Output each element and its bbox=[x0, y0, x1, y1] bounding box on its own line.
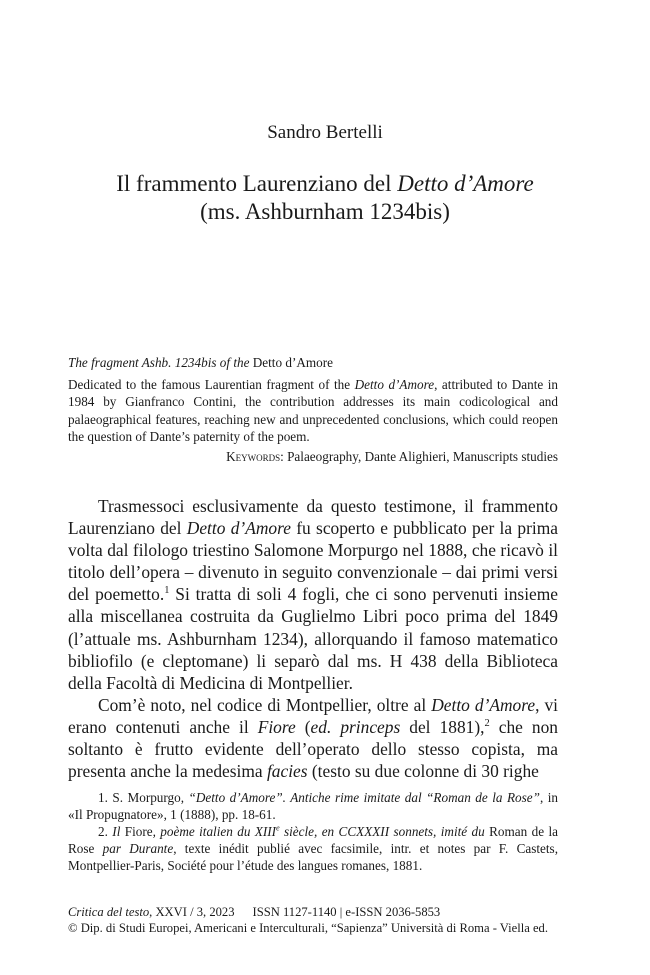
keywords-list: : Palaeography, Dante Alighieri, Manuscripts studies bbox=[280, 448, 558, 464]
fn2-roman-2: Roman de la Rose bbox=[68, 824, 558, 856]
footer-line-1 bbox=[68, 904, 568, 920]
p2-text-b: , vi erano contenuti anche il bbox=[68, 694, 558, 737]
footnotes bbox=[68, 789, 558, 874]
fn2-italic-2: , poème italien du XIII bbox=[152, 824, 277, 839]
fn2-roman-1: Fiore bbox=[120, 824, 153, 839]
fn2-italic-3: siècle, en CCXXXII sonnets, imité du bbox=[279, 824, 485, 839]
p2-italic-3: ed. princeps bbox=[310, 716, 401, 737]
footnote-ref-1: 1 bbox=[164, 585, 170, 597]
p2-italic-1: Detto d’Amore bbox=[431, 694, 536, 715]
fn2-text-b: , texte inédit publié avec facsimile, intr. et notes par F. Castets, Montpellier-Paris, Société pour l’étude des langues romanes, 1881. bbox=[68, 841, 558, 873]
p2-italic-2: Fiore bbox=[257, 716, 296, 737]
footer-copyright: © Dip. di Studi Europei, Americani e Interculturali, “Sapienza” Università di Roma - Viella ed. bbox=[68, 921, 549, 935]
abstract-text bbox=[68, 376, 558, 446]
footnote-1 bbox=[68, 789, 558, 823]
fn2-italic-4: par Durante bbox=[94, 841, 174, 856]
p2-text-d: del 1881), bbox=[400, 716, 485, 737]
p1-text-b: fu scoperto e pubblicato per la prima volta dal filologo triestino Salomone Morpurgo nel 1888, che ricavò il titolo dell’opera – divenuto in seguito convenzionale – dai primi versi del poemetto. bbox=[68, 518, 558, 605]
title-italic: Detto d’Amore bbox=[397, 171, 534, 196]
p2-text-c: ( bbox=[295, 716, 311, 737]
title-line-1 bbox=[0, 170, 650, 198]
footnote-ref-2: 2 bbox=[484, 718, 490, 730]
keywords-label: Keywords bbox=[226, 448, 281, 464]
title-line-2: (ms. Ashburnham 1234bis) bbox=[200, 199, 450, 224]
p2-italic-4: facies bbox=[266, 761, 308, 782]
paragraph-2 bbox=[68, 694, 558, 782]
fn2-sup: e bbox=[276, 823, 280, 833]
fn2-text-a: 2. bbox=[98, 824, 108, 839]
abstract-title-italic: The fragment Ashb. 1234bis of the bbox=[68, 355, 250, 370]
p2-text-e: che non soltanto è frutto evidente dell’operato dello stesso copista, ma presenta anche la medesima bbox=[68, 716, 558, 782]
abstract-title bbox=[68, 354, 558, 372]
page-footer bbox=[68, 904, 568, 936]
p1-text-a: Trasmessoci esclusivamente da questo testimone, il frammento Laurenziano del bbox=[68, 496, 558, 539]
abstract-text-2: , attributed to Dante in 1984 by Gianfranco Contini, the contribution addresses its main codicological and palaeographical features, reaching new and unprecedented conclusions, which could reopen the question of Dante’s paternity of the poem. bbox=[68, 376, 559, 444]
p2-text-f: (testo su due colonne di 30 righe bbox=[307, 761, 539, 782]
fn1-text-a: 1. S. Morpurgo, bbox=[98, 790, 185, 805]
title-prefix: Il frammento Laurenziano del bbox=[116, 171, 392, 196]
author-name: Sandro Bertelli bbox=[267, 122, 383, 143]
p2-text-a: Com’è noto, nel codice di Montpellier, oltre al bbox=[98, 694, 427, 715]
abstract bbox=[68, 354, 558, 465]
p1-text-c: Si tratta di soli 4 fogli, che ci sono pervenuti insieme alla miscellanea costruita da Guglielmo Libri poco prima del 1849 (l’attuale ms. Ashburnham 1234), allorquando il famoso matematico bibliofilo (e cleptomane) li separò dal ms. H 438 della Biblioteca della Facoltà di Medicina di Montpellier. bbox=[68, 584, 559, 693]
keywords bbox=[68, 448, 558, 466]
paragraph-1 bbox=[68, 495, 558, 694]
fn1-text-b: , in «Il Propugnatore», 1 (1888), pp. 18-61. bbox=[68, 790, 558, 822]
abstract-title-roman: Detto d’Amore bbox=[252, 355, 333, 370]
article-title bbox=[0, 170, 650, 226]
p1-italic: Detto d’Amore bbox=[186, 518, 291, 539]
abstract-text-italic: Detto d’Amore bbox=[354, 376, 435, 392]
journal-name: Critica del testo bbox=[68, 905, 150, 919]
journal-issn: ISSN 1127-1140 | e-ISSN 2036-5853 bbox=[252, 905, 441, 919]
footnote-2 bbox=[68, 823, 558, 874]
abstract-text-1: Dedicated to the famous Laurentian fragment of the bbox=[68, 376, 351, 392]
fn1-italic: “Detto d’Amore”. Antiche rime imitate dal “Roman de la Rose” bbox=[188, 790, 540, 805]
body-text bbox=[68, 495, 558, 782]
fn2-italic-1: Il bbox=[112, 824, 121, 839]
journal-issue: , XXVI / 3, 2023 bbox=[149, 905, 235, 919]
